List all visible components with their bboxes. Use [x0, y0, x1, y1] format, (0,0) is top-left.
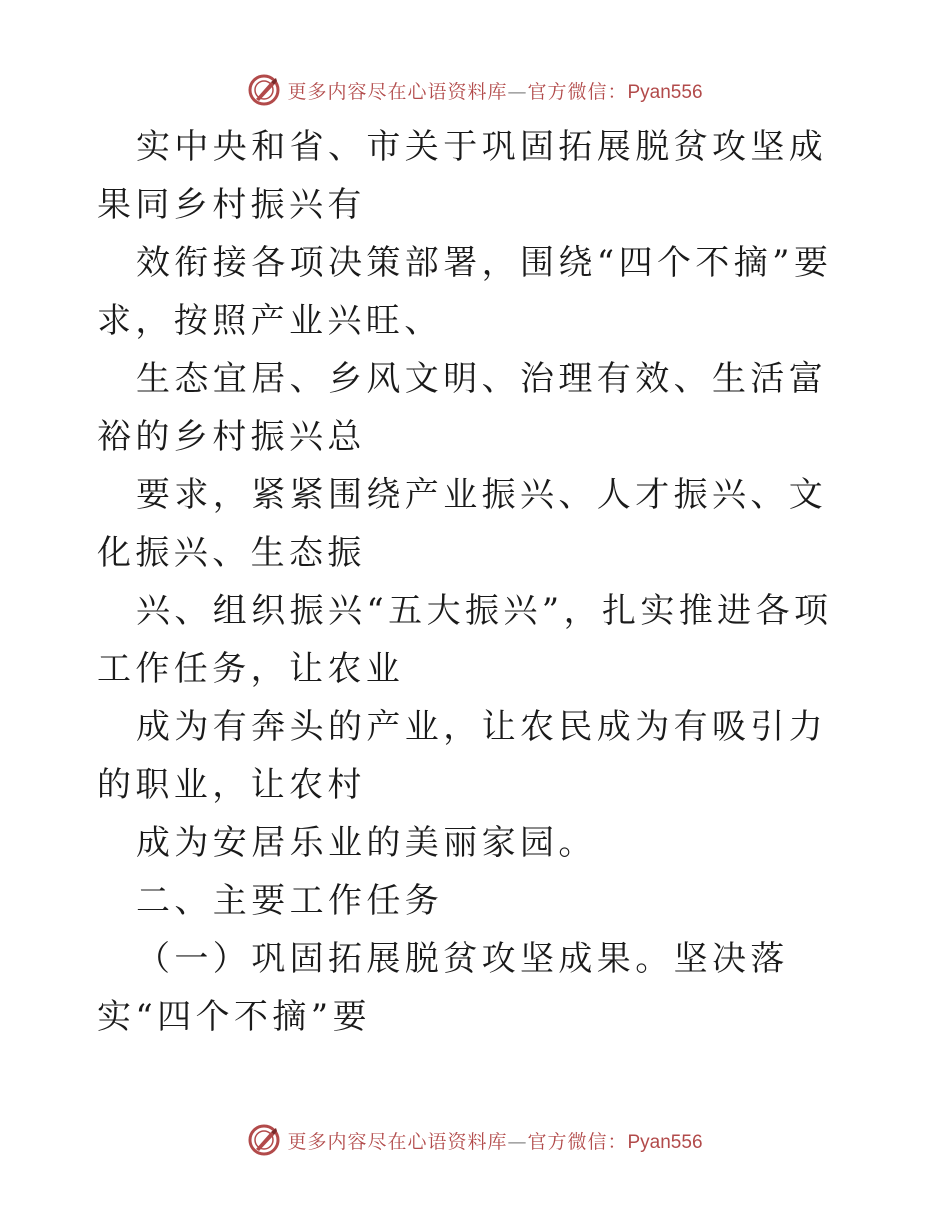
banner-text	[287, 1127, 702, 1154]
banner-separator: —	[507, 80, 528, 103]
quill-badge-icon	[247, 73, 281, 107]
paragraph-line: 要求，紧紧围绕产业振兴、人才振兴、文化振兴、生态振	[97, 475, 828, 573]
banner-wechat-label: 官方微信：	[527, 80, 628, 103]
paragraph-line: 生态宜居、乡风文明、治理有效、生活富裕的乡村振兴总	[97, 359, 828, 457]
banner-site-name: 更多内容尽在心语资料库	[287, 1130, 508, 1153]
banner-wechat-id: Pyan556	[627, 1131, 703, 1153]
banner-wechat-id: Pyan556	[627, 81, 703, 103]
paragraph-line: 成为安居乐业的美丽家园。	[136, 823, 597, 863]
footer-banner	[0, 1120, 950, 1160]
section-heading: 二、主要工作任务	[136, 881, 444, 921]
paragraph-line: 实中央和省、市关于巩固拓展脱贫攻坚成果同乡村振兴有	[97, 127, 828, 225]
banner-text	[287, 77, 702, 104]
banner-wechat-label: 官方微信：	[527, 1130, 628, 1153]
paragraph-line: 成为有奔头的产业，让农民成为有吸引力的职业，让农村	[97, 707, 828, 805]
paragraph-line: 兴、组织振兴“五大振兴”，扎实推进各项工作任务，让农业	[97, 591, 833, 689]
banner-separator: —	[507, 1130, 528, 1153]
document-body	[97, 118, 857, 1046]
paragraph-line: 效衔接各项决策部署，围绕“四个不摘”要求，按照产业兴旺、	[97, 243, 833, 341]
quill-badge-icon	[247, 1123, 281, 1157]
paragraph-line: （一）巩固拓展脱贫攻坚成果。坚决落实“四个不摘”要	[97, 939, 789, 1037]
banner-site-name: 更多内容尽在心语资料库	[287, 80, 508, 103]
header-banner	[0, 70, 950, 110]
